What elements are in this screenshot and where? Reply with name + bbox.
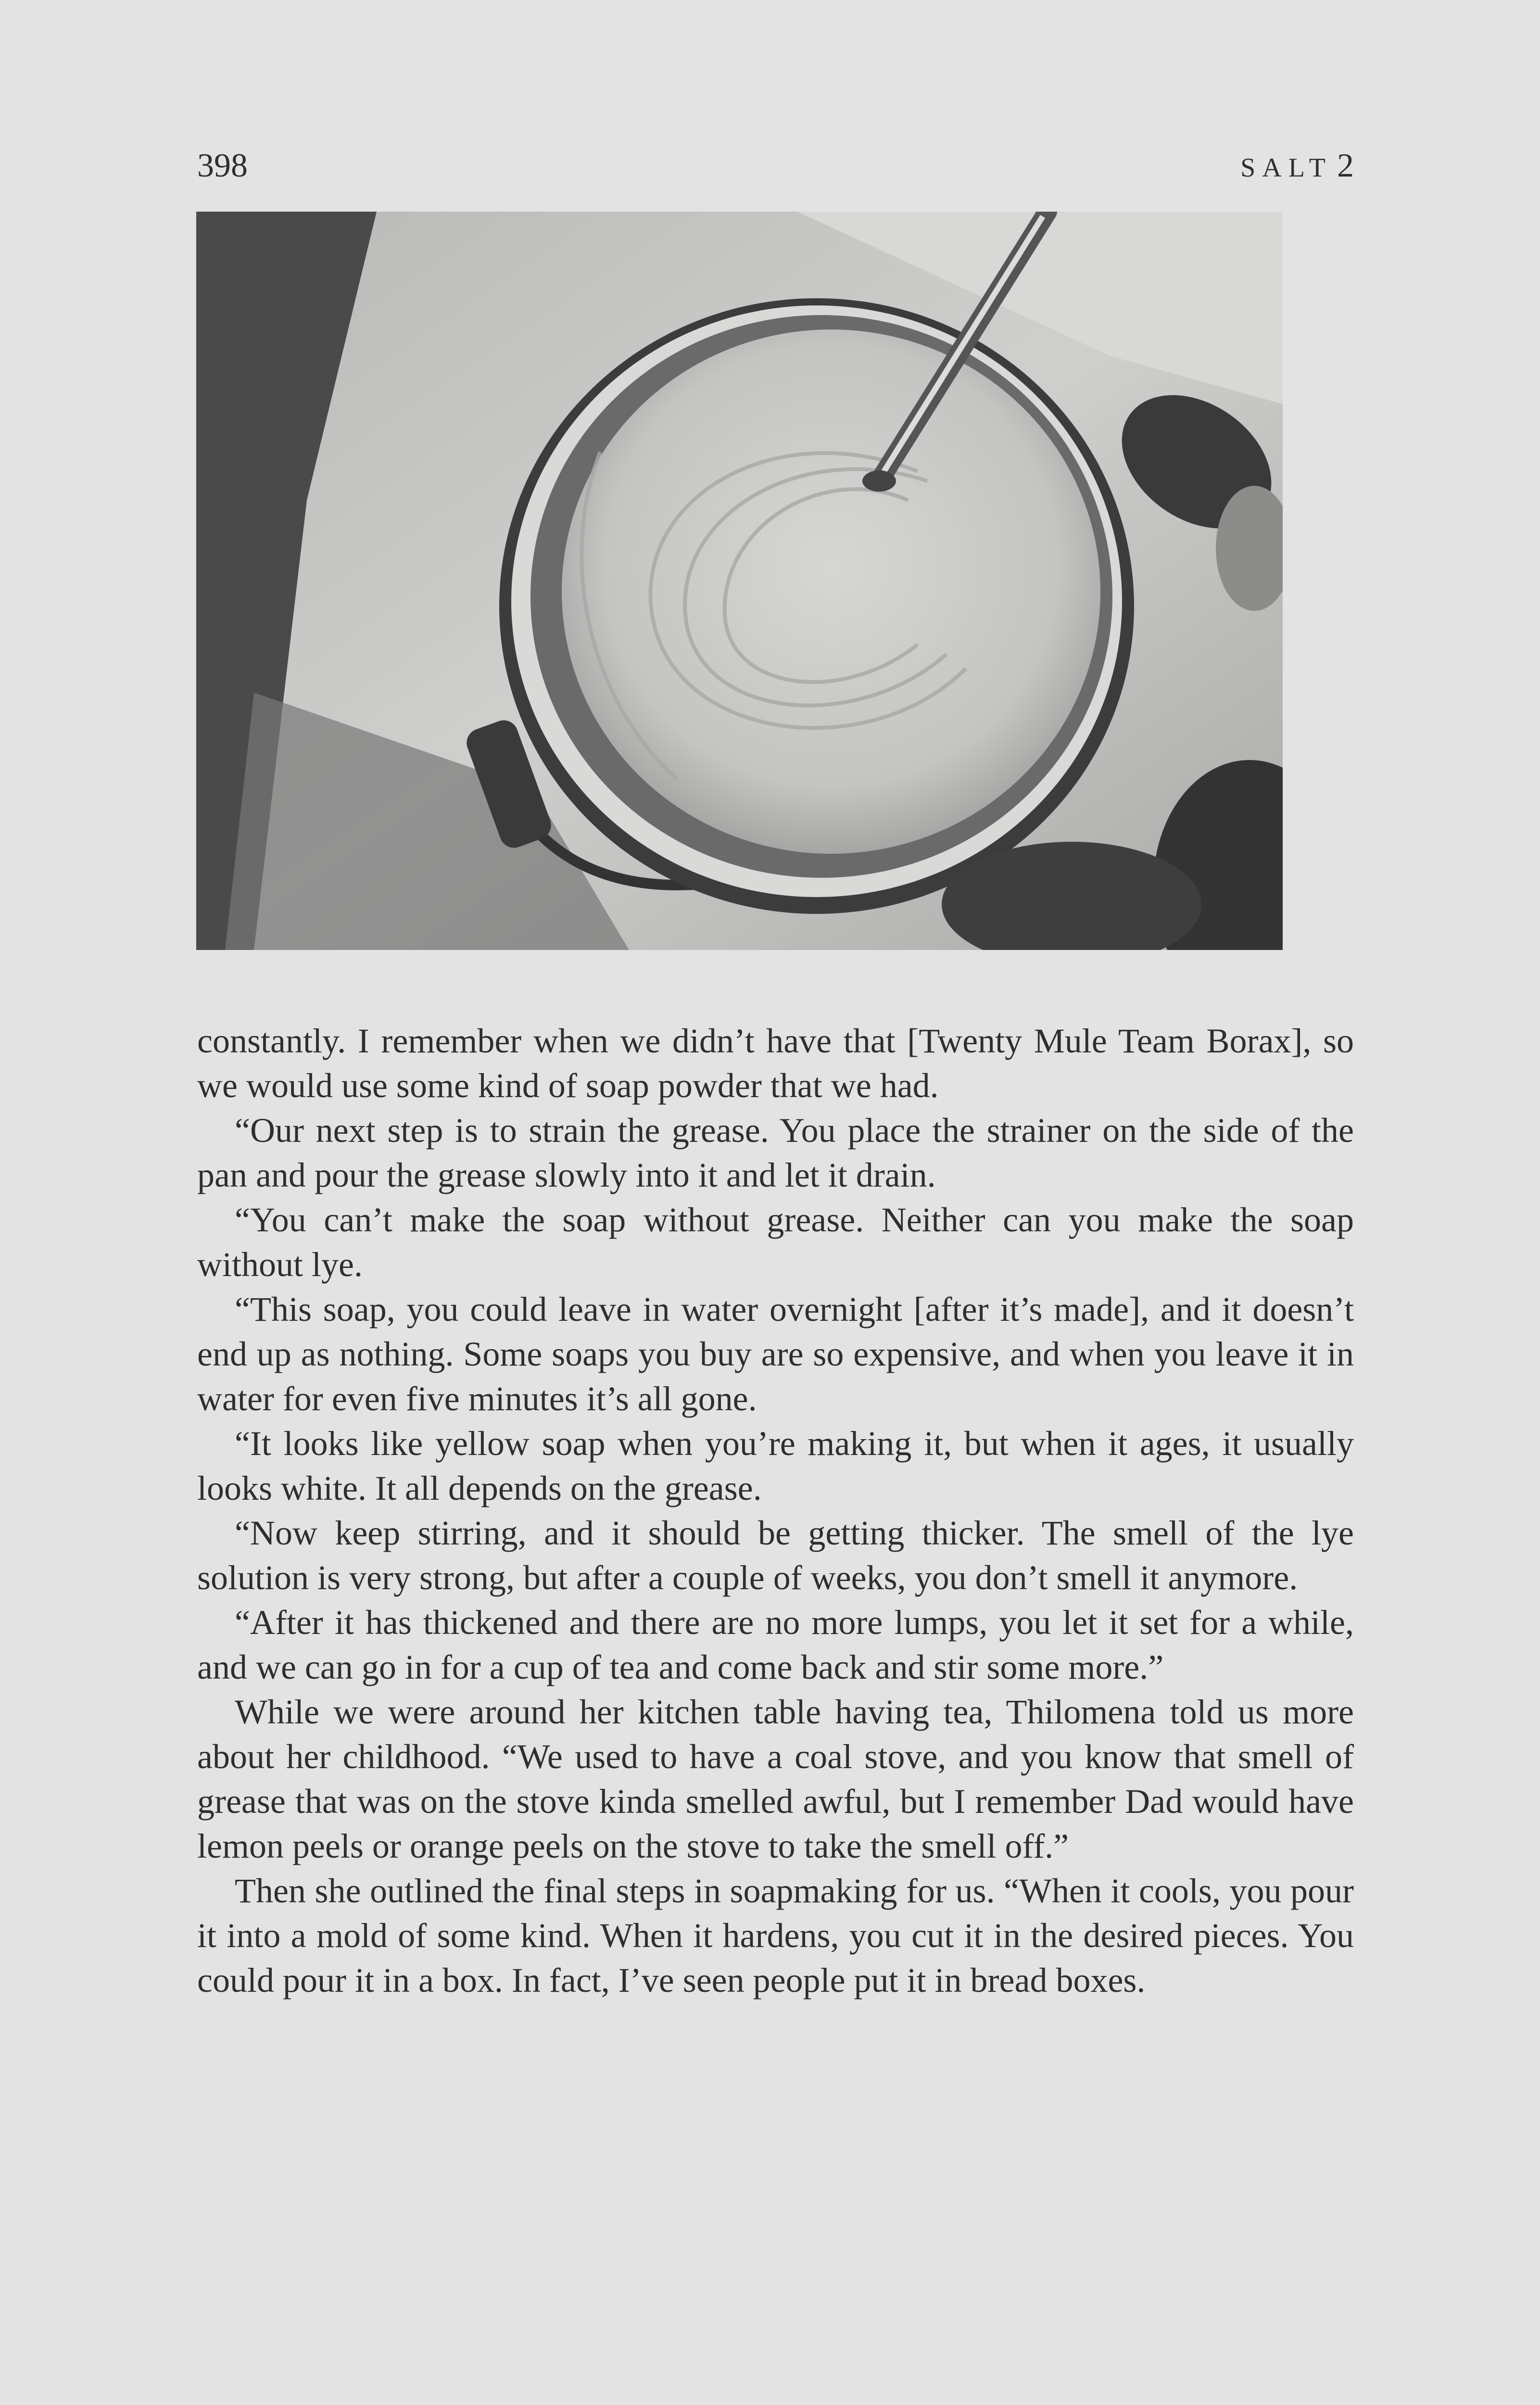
body-text [197,1019,1354,2003]
paragraph: “Our next step is to strain the grease. You place the strainer on the side of the pan and pour the grease slowly into it and let it drain. [197,1111,1354,1194]
paragraph: While we were around her kitchen table having tea, Thilomena told us more about her childhood. “We used to have a coal stove, and you know that smell of grease that was on the stove kinda smelled awful, but I remember Dad would have lemon peels or orange peels on the stove to take the smell off.” [197,1693,1354,1865]
book-title [1240,144,1354,190]
soap-mixture [562,329,1100,854]
page-number: 398 [197,147,248,184]
paragraph: “This soap, you could leave in water overnight [after it’s made], and it doesn’t end up as nothing. Some soaps you buy are so expensive, and when you leave it in water for even five minutes it’s all gone. [197,1290,1354,1418]
paragraph: “You can’t make the soap without grease. Neither can you make the soap without lye. [197,1201,1354,1284]
book-title-text: SALT [1240,153,1332,183]
paragraph: Then she outlined the final steps in soapmaking for us. “When it cools, you pour it into a mold of some kind. When it hardens, you cut it in the desired pieces. You could pour it in a box. In fact, I’ve seen people put it in bread boxes. [197,1872,1354,2000]
spoon-tip [862,470,896,492]
photo-image [196,212,1283,950]
paragraph: constantly. I remember when we didn’t have that [Twenty Mule Team Borax], so we would use some kind of soap powder that we had. [197,1022,1354,1105]
volume-number: 2 [1337,147,1354,184]
running-head [197,144,1354,188]
paragraph: “It looks like yellow soap when you’re making it, but when it ages, it usually looks white. It all depends on the grease. [197,1424,1354,1507]
paragraph: “After it has thickened and there are no more lumps, you let it set for a while, and we can go in for a cup of tea and come back and stir some more.” [197,1603,1354,1686]
soap-pot-photo [196,212,1283,950]
paragraph: “Now keep stirring, and it should be getting thicker. The smell of the lye solution is very strong, but after a couple of weeks, you don’t smell it anymore. [197,1514,1354,1597]
